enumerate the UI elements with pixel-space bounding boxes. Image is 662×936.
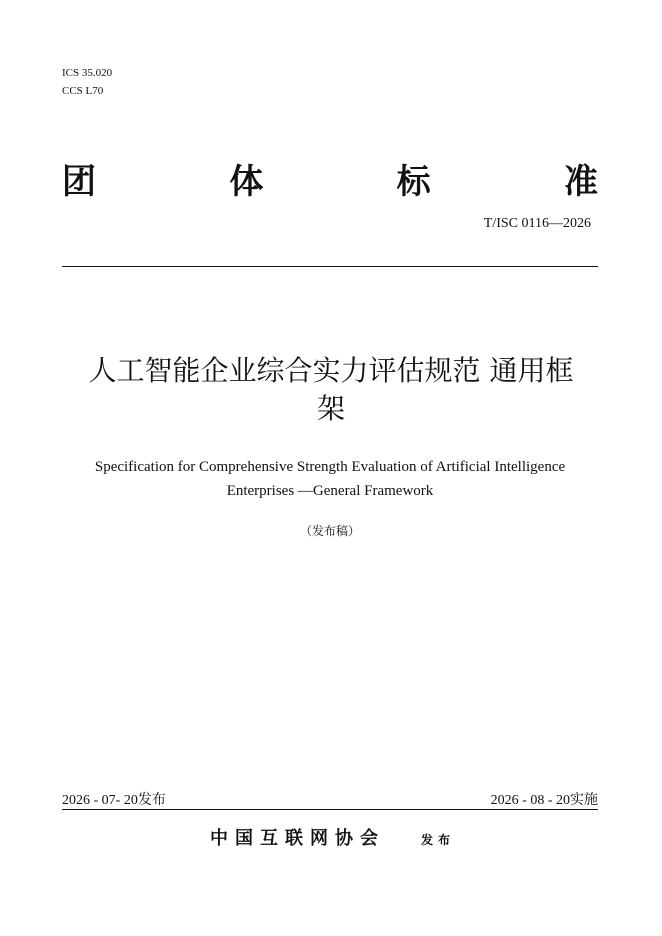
document-number: T/ISC 0116—2026 [483,216,591,231]
standard-type-title [62,162,598,202]
standard-type-char: 团 [62,162,96,202]
publisher-row [210,826,455,853]
publish-date-group [62,790,166,811]
bottom-divider [62,809,598,810]
publish-date: 2026 - 07- 20 [62,793,138,808]
ics-code: ICS 35.020 [62,67,113,79]
publish-date-label: 发布 [137,792,166,808]
top-divider [62,266,598,267]
implement-date: 2026 - 08 - 20 [490,793,570,808]
classification-codes [62,64,112,100]
implement-date-label: 实施 [570,792,598,808]
chinese-title [70,352,592,428]
english-title-line-2: Enterprises —General Framework [226,483,434,499]
english-title-line-1: Specification for Comprehensive Strength Evaluation of Artificial Intelligence [94,459,566,475]
chinese-title-line-1: 人工智能企业综合实力评估规范 通用框 [88,354,574,387]
english-title [62,455,598,503]
draft-status: （发布稿） [299,524,360,538]
implement-date-group [491,790,598,811]
ccs-code: CCS L70 [62,85,104,97]
chinese-title-line-2: 架 [316,392,345,425]
publisher-label: 发布 [421,833,456,847]
standard-type-char: 标 [396,162,431,202]
standard-type-char: 体 [229,162,264,202]
publisher-name: 中国互联网协会 [210,828,385,849]
standard-type-char: 准 [563,162,598,202]
dates-row [62,790,598,811]
